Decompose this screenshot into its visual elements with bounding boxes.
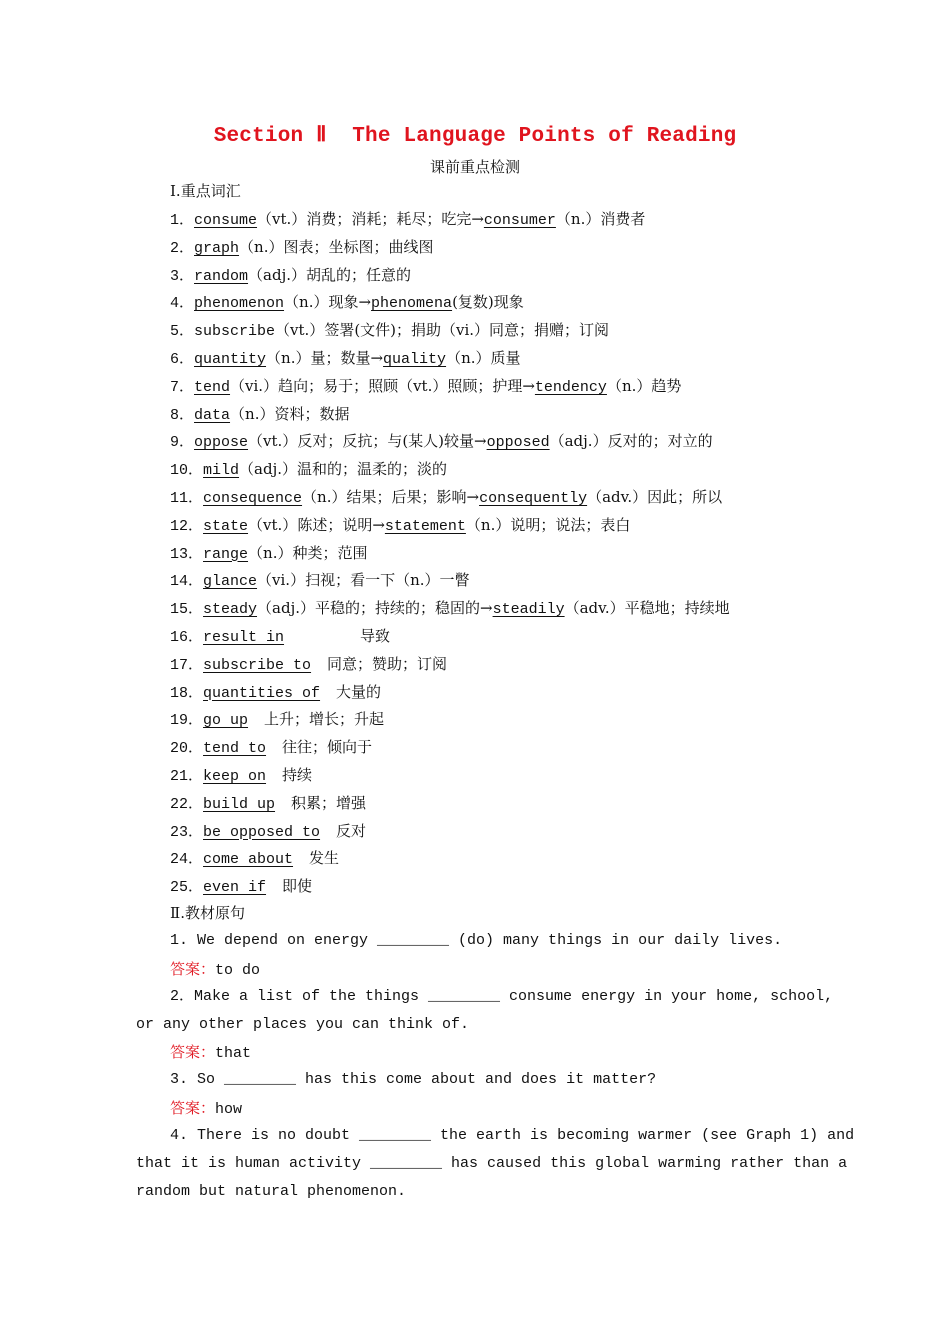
vocab-word: phenomenon [194, 295, 285, 313]
vocab-number: 11． [170, 490, 204, 507]
vocab-meaning: 陈述；说明→ [297, 515, 385, 534]
vocab-item [170, 404, 349, 426]
vocab-word: steady [203, 601, 258, 619]
vocab-derived-word: quality [383, 351, 447, 368]
vocab-pos: （n.） [302, 488, 347, 506]
vocab-item [170, 821, 366, 843]
vocab-item [170, 598, 730, 620]
vocab-derived-pos: （n.） [606, 376, 652, 395]
vocab-meaning: 温和的；温柔的；淡的 [297, 460, 448, 479]
vocab-item [170, 543, 367, 565]
answer-text: to do [215, 962, 261, 979]
vocab-word: range [203, 545, 249, 563]
vocab-number: 17． [170, 656, 204, 674]
vocab-word: come about [203, 851, 294, 869]
vocab-word: be opposed to [203, 823, 321, 841]
vocab-word: even if [203, 879, 267, 897]
vocab-number: 14． [170, 573, 204, 591]
vocab-word: data [194, 406, 231, 424]
vocab-word: glance [203, 573, 258, 591]
vocab-pos: （vi.） [257, 571, 306, 590]
vocab-number: 12． [170, 517, 204, 535]
vocab-meaning: 胡乱的；任意的 [306, 265, 412, 284]
vocab-meaning: 反对；反抗；与(某人)较量→ [297, 432, 487, 451]
vocab-item [170, 876, 312, 898]
vocab-word: consume [194, 212, 258, 229]
vocab-word: oppose [194, 434, 249, 452]
vocab-number: 8． [170, 406, 195, 424]
vocab-meaning: 资料；数据 [274, 404, 350, 423]
vocab-meaning: 量；数量→ [310, 349, 384, 367]
page-title: Section Ⅱ The Language Points of Reading [213, 125, 737, 148]
vocab-item [170, 570, 470, 592]
answer-3 [170, 1098, 242, 1120]
vocab-number: 22． [170, 795, 204, 813]
vocab-meaning: 扫视；看一下（n.）一瞥 [305, 571, 470, 590]
answer-label: 答案： [170, 1043, 216, 1061]
answer-text: how [215, 1101, 243, 1118]
answer-1 [170, 959, 260, 981]
vocab-item [170, 487, 722, 509]
vocab-pos: （n.） [284, 293, 329, 312]
vocab-word: tend to [203, 740, 267, 758]
vocab-derived-word: opposed [486, 434, 550, 452]
vocab-word: quantity [194, 351, 267, 368]
vocab-number: 10． [170, 462, 204, 480]
vocab-number: 2． [170, 239, 195, 257]
vocab-meaning: 往往；倾向于 [282, 738, 373, 757]
vocab-derived-word: phenomena [371, 295, 453, 313]
vocab-meaning: 消费；消耗；耗尽；吃完→ [306, 210, 484, 228]
vocab-word: quantities of [203, 684, 321, 702]
vocab-item [170, 709, 384, 731]
vocab-word: mild [203, 462, 240, 480]
vocab-derived-meaning: 质量 [490, 349, 521, 367]
vocab-item [170, 654, 447, 676]
vocab-item [170, 376, 681, 398]
vocab-number: 7． [170, 378, 195, 396]
vocab-word: keep on [203, 768, 267, 785]
vocab-item [170, 320, 609, 342]
question-4-line-2: that it is human activity ________ has caused this global warming rather than a [136, 1155, 848, 1172]
vocab-meaning: 大量的 [336, 682, 382, 701]
vocab-pos: （n.） [248, 543, 293, 562]
vocab-number: 5． [170, 323, 195, 341]
vocab-derived-word: steadily [492, 601, 565, 619]
section-heading-vocab: Ⅰ.重点词汇 [170, 182, 241, 200]
vocab-number: 3． [170, 267, 195, 285]
vocab-derived-pos: (复数)现象 [452, 293, 524, 312]
vocab-derived-pos: （adv.） [564, 599, 625, 618]
page-subtitle: 课前重点检测 [429, 158, 520, 176]
vocab-meaning: 发生 [309, 849, 340, 868]
vocab-derived-meaning: 反对的；对立的 [607, 432, 713, 451]
vocab-number: 15． [170, 601, 204, 619]
vocab-item [170, 848, 339, 870]
section-heading-sentences: Ⅱ.教材原句 [170, 904, 245, 922]
answer-2 [170, 1042, 251, 1064]
vocab-word: consequence [203, 490, 303, 507]
vocab-word: random [194, 267, 249, 285]
vocab-meaning: 签署(文件)；捐助（vi.）同意；捐赠；订阅 [324, 321, 610, 340]
vocab-meaning: 同意；赞助；订阅 [327, 654, 448, 673]
vocab-meaning: 现象→ [328, 293, 372, 312]
question-1: 1. We depend on energy ________ (do) many things in our daily lives. [170, 932, 783, 949]
vocab-number: 6． [170, 351, 195, 368]
vocab-derived-pos: （adv.） [587, 488, 648, 506]
vocab-item [170, 515, 630, 537]
vocab-word: subscribe [194, 323, 276, 341]
vocab-meaning: 图表；坐标图；曲线图 [283, 237, 434, 256]
vocab-item [170, 237, 433, 259]
vocab-word: build up [203, 795, 276, 813]
vocab-item [170, 348, 521, 370]
vocab-number: 9． [170, 434, 195, 452]
vocab-derived-meaning: 因此；所以 [647, 488, 723, 506]
vocab-meaning: 反对 [336, 821, 367, 840]
vocab-item [170, 626, 390, 648]
vocab-derived-word: consumer [483, 212, 556, 229]
vocab-item [170, 765, 312, 787]
vocab-number: 21． [170, 768, 204, 785]
vocab-number: 13． [170, 545, 204, 563]
vocab-meaning: 平稳的；持续的；稳固的→ [315, 599, 493, 618]
vocab-meaning: 结果；后果；影响→ [346, 488, 480, 506]
vocab-pos: （vt.） [275, 321, 325, 340]
vocab-meaning: 持续 [282, 766, 313, 784]
vocab-derived-word: tendency [534, 378, 607, 396]
vocab-pos: （vt.） [248, 432, 298, 451]
vocab-word: go up [203, 712, 249, 730]
vocab-word: graph [194, 239, 240, 257]
vocab-word: state [203, 517, 249, 535]
vocab-meaning: 上升；增长；升起 [264, 710, 385, 729]
vocab-item [170, 431, 713, 453]
vocab-derived-pos: （adj.） [549, 432, 608, 451]
vocab-pos: （n.） [239, 237, 284, 256]
vocab-derived-meaning: 说明；说法；表白 [510, 515, 631, 534]
answer-label: 答案： [170, 1099, 216, 1117]
vocab-number: 24． [170, 851, 204, 869]
question-4-line-3: random but natural phenomenon. [136, 1183, 407, 1200]
vocab-word: tend [194, 378, 231, 396]
vocab-number: 18． [170, 684, 204, 702]
vocab-pos: （n.） [230, 404, 275, 423]
vocab-number: 23． [170, 823, 204, 841]
vocab-pos: （adj.） [248, 265, 306, 284]
question-4-line-1: 4. There is no doubt ________ the earth is becoming warmer (see Graph 1) and [170, 1127, 855, 1144]
vocab-number: 4． [170, 295, 195, 313]
vocab-item [170, 459, 447, 481]
vocab-number: 16． [170, 629, 204, 646]
question-2-line-1: 2．Make a list of the things ________ consume energy in your home, school, [170, 988, 834, 1005]
vocab-pos: （vi.） [230, 376, 279, 395]
vocab-pos: （adj.） [257, 599, 315, 618]
vocab-number: 19． [170, 712, 204, 730]
vocab-meaning: 积累；增强 [291, 793, 367, 812]
vocab-derived-meaning: 消费者 [600, 210, 646, 228]
vocab-pos: （vt.） [248, 515, 298, 534]
vocab-derived-meaning: 趋势 [651, 376, 682, 395]
vocab-derived-word: statement [384, 517, 466, 535]
vocab-item [170, 292, 524, 314]
vocab-derived-pos: （n.） [446, 349, 491, 367]
vocab-derived-pos: （n.） [465, 515, 511, 534]
vocab-meaning: 种类；范围 [292, 543, 368, 562]
vocab-word: result in [203, 629, 285, 646]
vocab-derived-word: consequently [479, 490, 588, 507]
vocab-word: subscribe to [203, 656, 312, 674]
vocab-pos: （vt.） [257, 210, 307, 228]
vocab-number: 1． [170, 212, 195, 229]
vocab-pos: （n.） [266, 349, 311, 367]
vocab-item [170, 737, 372, 759]
vocab-number: 20． [170, 740, 204, 758]
answer-label: 答案： [170, 960, 216, 978]
vocab-pos: （adj.） [239, 460, 297, 479]
vocab-derived-meaning: 平稳地；持续地 [624, 599, 730, 618]
vocab-derived-pos: （n.） [555, 210, 601, 228]
vocab-meaning: 趋向；易于；照顾（vt.）照顾；护理→ [278, 376, 535, 395]
vocab-meaning: 即使 [282, 877, 313, 896]
question-2-line-2: or any other places you can think of. [136, 1016, 470, 1033]
answer-text: that [215, 1045, 252, 1062]
vocab-item [170, 793, 366, 815]
vocab-item [170, 682, 381, 704]
question-3: 3. So ________ has this come about and does it matter? [170, 1071, 657, 1088]
vocab-item [170, 265, 411, 287]
vocab-item [170, 209, 645, 231]
vocab-number: 25． [170, 879, 204, 897]
vocab-meaning: 导致 [360, 627, 391, 645]
